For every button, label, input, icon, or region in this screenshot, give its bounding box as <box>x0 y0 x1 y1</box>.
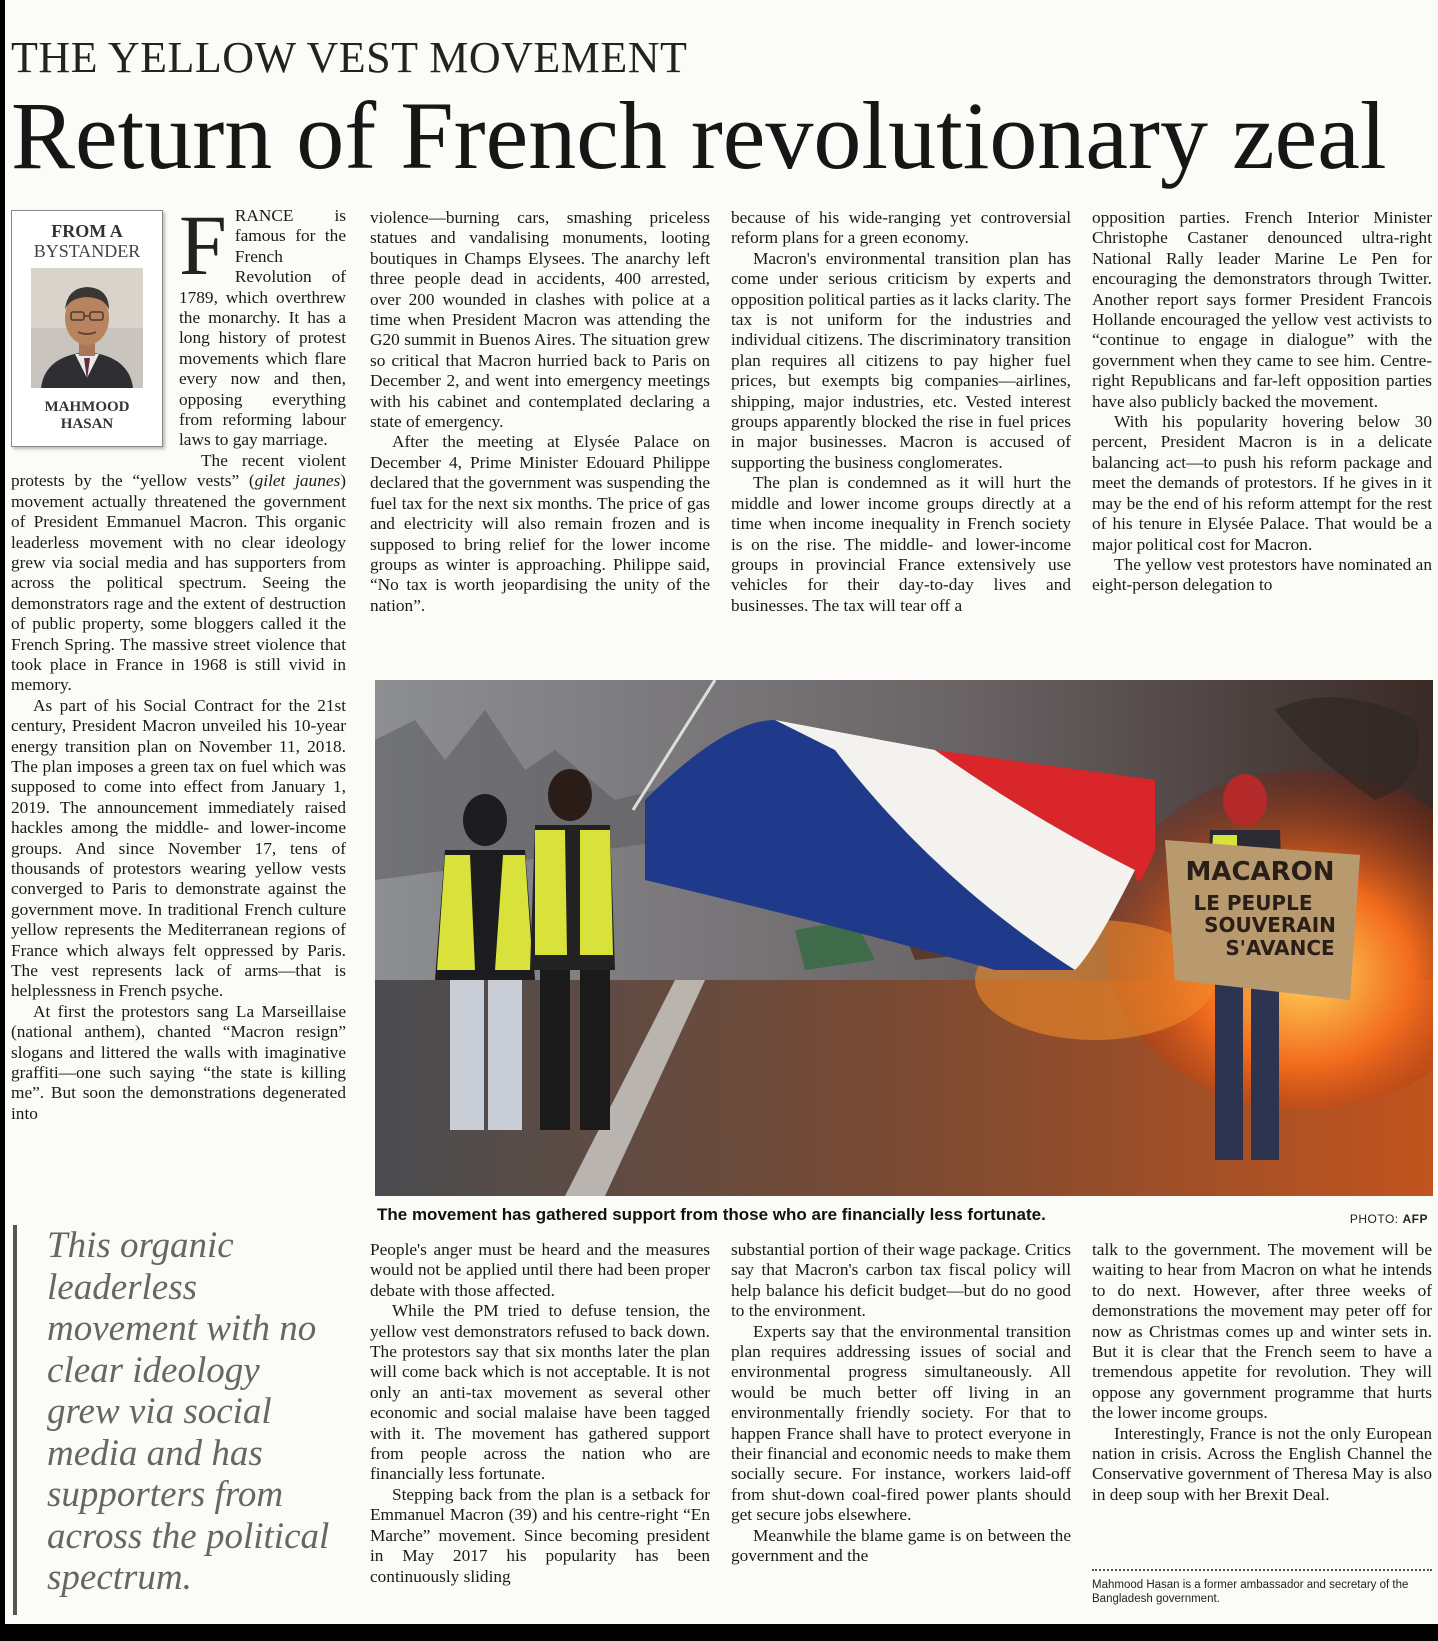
author-first-name: MAHMOOD <box>44 399 130 415</box>
article-column-2-lower <box>370 1240 710 1605</box>
paragraph: because of his wide-ranging yet controversial reform plans for a green economy. <box>731 208 1071 248</box>
article-column-2 <box>370 208 710 663</box>
paragraph: People's anger must be heard and the measures would not be applied until there had been proper debate with those affected. <box>370 1240 710 1300</box>
article-column-4 <box>1092 208 1432 663</box>
photo-credit-source: AFP <box>1402 1212 1428 1226</box>
sign-line-2: LE PEUPLE <box>1193 891 1313 915</box>
pull-quote: This organic leaderless movement with no clear ideology grew via social media and has supporters from across the political spectrum. <box>13 1225 339 1615</box>
paragraph-text: The recent violent protests by the “yellow vests” ( <box>11 450 346 491</box>
author-note-divider <box>1092 1569 1432 1571</box>
article-column-4-lower <box>1092 1240 1432 1545</box>
paragraph: Macron's environmental transition plan has come under serious criticism by experts and opposition political parties as it lacks clarity. The tax is not uniform for the industries and individual citizens. The discriminatory transition plan requires all citizens to pay higher fuel prices, but exempts big companies—airlines, shipping, major industries, etc. Vested interest groups apparently blocked the rise in fuel prices in major businesses. Macron is accused of supporting the business conglomerates. <box>731 248 1071 472</box>
article-column-3 <box>731 208 1071 663</box>
kicker: THE YELLOW VEST MOVEMENT <box>11 33 688 82</box>
headline: Return of French revolutionary zeal <box>11 82 1387 189</box>
sign-line-3: SOUVERAIN <box>1204 913 1336 937</box>
dropcap: F <box>179 206 227 293</box>
paragraph: The plan is condemned as it will hurt the middle and lower income groups directly at a time when income inequality in French society is on the rise. The middle- and lower-income groups in provincial France extensively use vehicles for their day-to-day lives and businesses. The tax will tear off a <box>731 473 1071 615</box>
author-note: Mahmood Hasan is a former ambassador and secretary of the Bangladesh government. <box>1092 1579 1409 1605</box>
news-photo <box>375 680 1433 1196</box>
author-name <box>12 399 162 433</box>
paragraph: Meanwhile the blame game is on between the government and the <box>731 1525 1071 1566</box>
paragraph: While the PM tried to defuse tension, the yellow vest demonstrators refused to back down. The protestors say that six months later the plan will come back which is not acceptable. It is not only an anti-tax movement as several other economic and social malaise have been tagged with it. The movement has gathered support from people across the nation who are financially less fortunate. <box>370 1301 710 1484</box>
paragraph: talk to the government. The movement will be waiting to hear from Macron on what he intends to do next. However, after three weeks of demonstrations the movement may peter off for now as Christmas comes up and winter sets in. But it is clear that the French seem to have a tremendous appetite for revolution. They will oppose any government programme that hurts the lower income groups. <box>1092 1240 1432 1423</box>
paragraph: Experts say that the environmental transition plan requires addressing issues of social and environmental progress simultaneously. All would be much better off living in an environmentally friendly society. For that to happen France shall have to protect everyone in their financial and economic needs to make them socially secure. For instance, workers laid-off from shut-down coal-fired power plants should get secure jobs elsewhere. <box>731 1321 1071 1525</box>
paragraph: violence—burning cars, smashing priceless statues and vandalising monuments, looting boutiques in Champs Elysees. The anarchy left three people dead in accidents, 400 arrested, over 200 wounded in clashes with police at a time when President Macron was attending the G20 summit in Buenos Aires. The situation grew so critical that Macron hurried back to Paris on December 2, and went into emergency meetings with his cabinet and contemplated declaring a state of emergency. <box>370 208 710 432</box>
columnist-box <box>11 210 163 447</box>
paragraph: After the meeting at Elysée Palace on December 4, Prime Minister Edouard Philippe declared that the government was suspending the fuel tax for the next six months. The price of gas and electricity will also remain frozen and is supposed to bring relief for the lower income groups as winter is approaching. Philippe said, “No tax is worth jeopardising the unity of the nation”. <box>370 432 710 615</box>
article-column-1 <box>11 206 346 1216</box>
author-photo <box>31 268 143 388</box>
column-label-line2: BYSTANDER <box>33 241 141 261</box>
italic-term: gilet jaunes <box>254 471 341 491</box>
paragraph: The yellow vest protestors have nominated an eight-person delegation to <box>1092 554 1432 595</box>
paragraph: As part of his Social Contract for the 21st century, President Macron unveiled his 10-year energy transition plan on November 11, 2018. The plan imposes a green tax on fuel which was supposed to come into effect from January 1, 2019. The announcement immediately raised hackles among the middle- and lower-income groups. And since November 17, tens of thousands of protestors wearing yellow vests converged to Paris to demonstrate against the government move. In traditional French culture yellow represents the Mediterranean regions of France which always felt oppressed by Paris. The vest represents lack of arms—that is helplessness in French psyche. <box>11 695 346 1001</box>
sign-line-4: S'AVANCE <box>1225 936 1335 960</box>
paragraph: opposition parties. French Interior Minister Christophe Castaner denounced ultra-right National Rally leader Marine Le Pen for encouraging the demonstrators through Twitter. Another report says former President Francois Hollande encouraged the yellow vest activists to “continue to engage in dialogue” with the government when they came to see him. Centre-right Republicans and far-left opposition parties have also publicly backed the movement. <box>1092 208 1432 411</box>
column-label-line1: FROM A <box>51 221 123 241</box>
photo-caption: The movement has gathered support from those who are financially less fortunate. <box>377 1205 1046 1224</box>
paragraph-text: RANCE is famous for the French Revolution of 1789, which overthrew the monarchy. It has a long history of protest movements which flare every now and then, opposing everything from reforming labour laws to gay marriage. <box>179 206 346 450</box>
sign-line-1: MACARON <box>1185 857 1335 887</box>
paragraph: Interestingly, France is not the only European nation in crisis. Across the English Channel the Conservative government of Theresa May is also in deep soup with her Brexit Deal. <box>1092 1423 1432 1504</box>
paragraph: At first the protestors sang La Marseillaise (national anthem), chanted “Macron resign” slogans and littered the walls with imaginative graffiti—one such saying “the state is killing me”. But soon the demonstrations degenerated into <box>11 1001 346 1123</box>
paragraph <box>11 451 346 696</box>
author-last-name: HASAN <box>60 416 114 432</box>
photo-credit <box>1350 1212 1428 1226</box>
paragraph-text: ) movement actually threatened the government of President Emmanuel Macron. This organic leaderless movement with no clear ideology grew via social media and has supporters from across the political spectrum. Seeing the demonstrators rage and the extent of destruction of public property, some bloggers called it the French Spring. The massive street violence that took place in France in 1968 is still vivid in memory. <box>11 471 346 695</box>
protest-photo-illustration <box>375 680 1433 1196</box>
article-column-3-lower <box>731 1240 1071 1605</box>
paragraph: With his popularity hovering below 30 percent, President Macron is in a delicate balancing act—to push his reform package and meet the demands of protestors. If he gives in it may be the end of his reform attempt for the rest of his tenure in Elysée Palace. That would be a major political cost for Macron. <box>1092 412 1432 554</box>
paragraph: substantial portion of their wage package. Critics say that Macron's carbon tax fiscal policy will help balance his deficit budget—but do no good to the environment. <box>731 1240 1071 1321</box>
photo-credit-label: PHOTO: <box>1349 1212 1399 1226</box>
paragraph: Stepping back from the plan is a setback for Emmanuel Macron (39) and his centre-right “En Marche” movement. Since becoming president in May 2017 his popularity has been continuously sliding <box>370 1484 710 1586</box>
